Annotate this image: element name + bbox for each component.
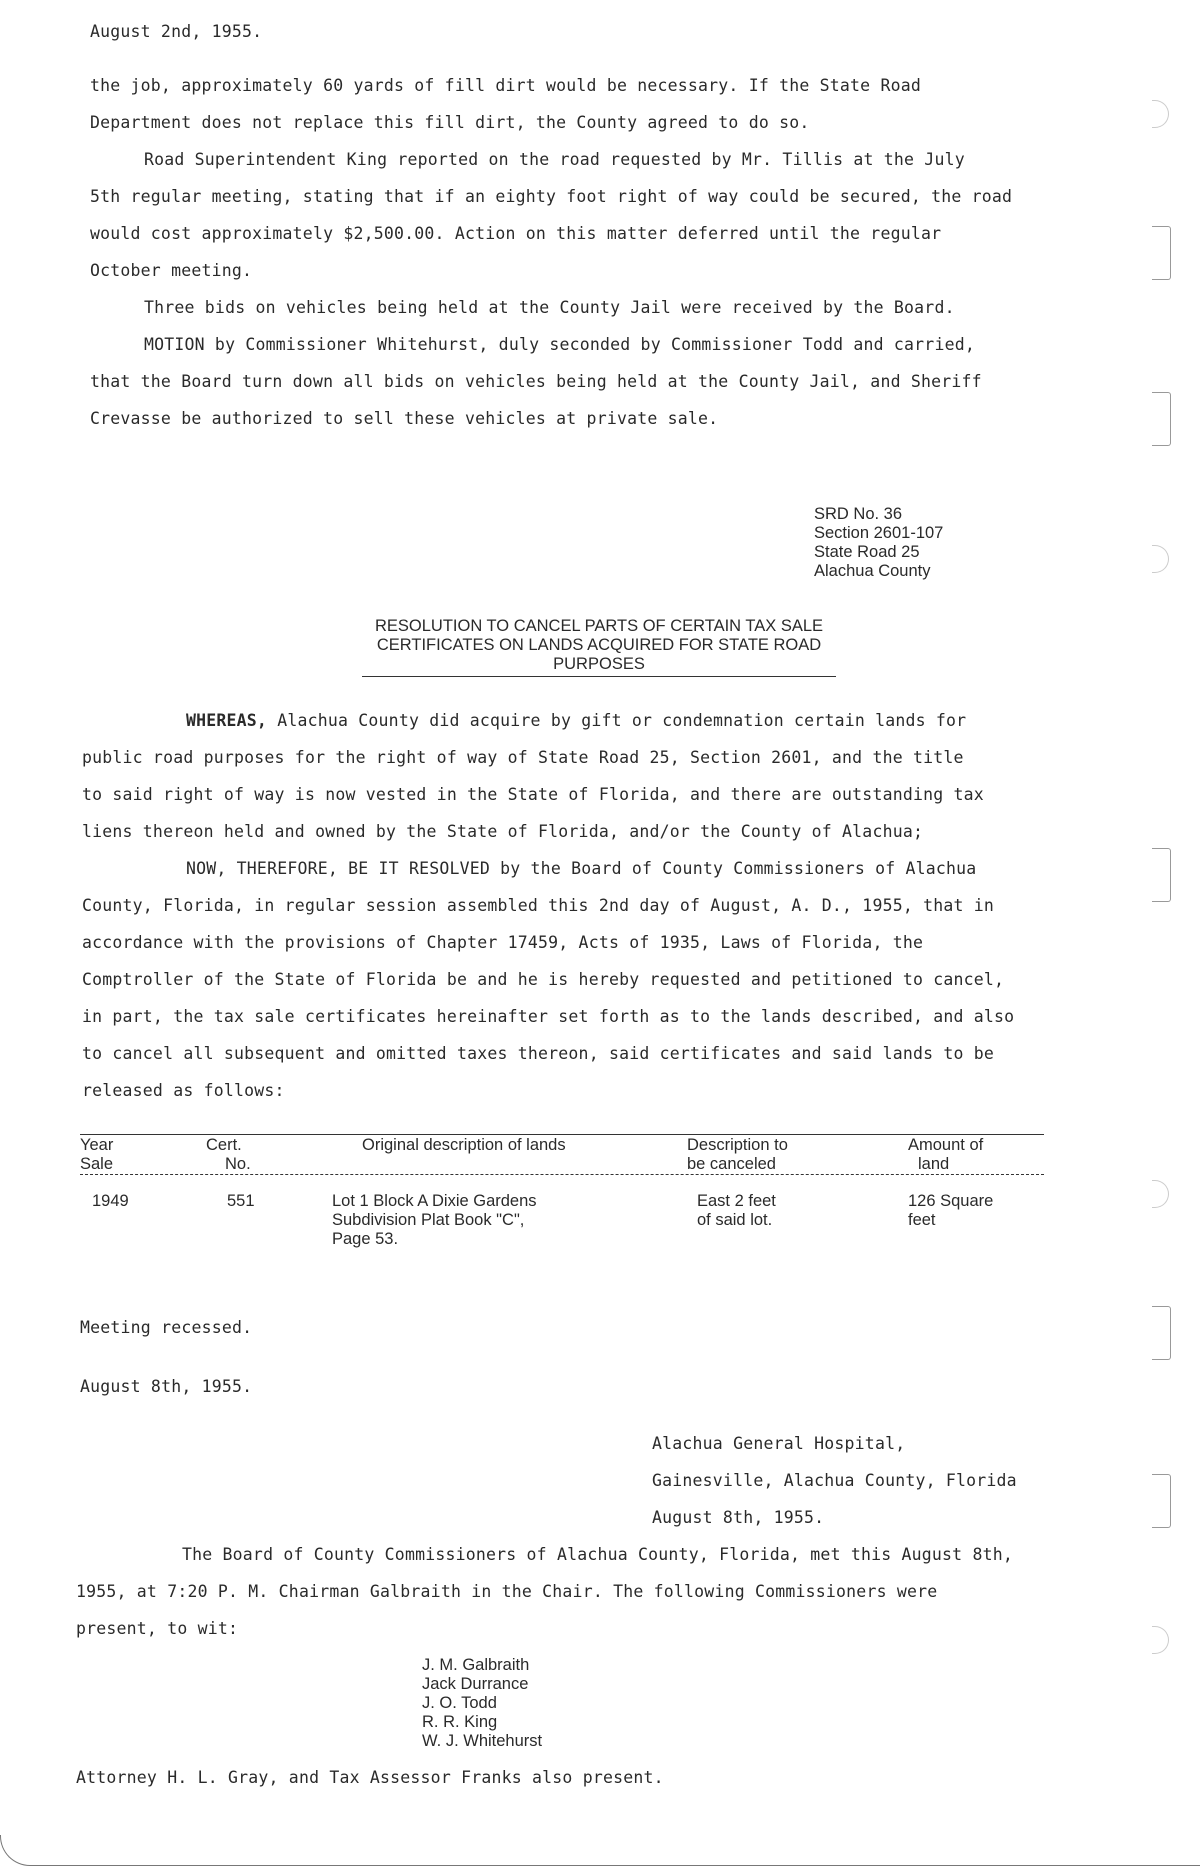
header-land: land <box>918 1155 950 1173</box>
header-cert-no: No. <box>225 1155 251 1173</box>
header-amount: Amount of <box>908 1136 984 1154</box>
cell-amount: 126 Square <box>908 1192 994 1210</box>
text-line: present, to wit: <box>76 1619 239 1638</box>
location-line: August 8th, 1955. <box>652 1508 825 1527</box>
header-cert: Cert. <box>206 1136 242 1154</box>
recessed-note: Meeting recessed. <box>80 1318 253 1337</box>
commissioner-name: J. O. Todd <box>422 1694 497 1712</box>
text-line: that the Board turn down all bids on vehicles being held at the County Jail, and Sheriff <box>90 372 982 391</box>
text-line: NOW, THEREFORE, BE IT RESOLVED by the Board of County Commissioners of Alachua <box>186 859 977 878</box>
text-line: Road Superintendent King reported on the road requested by Mr. Tillis at the July <box>144 150 965 169</box>
title-line: PURPOSES <box>553 655 645 673</box>
text-line: to cancel all subsequent and omitted taxes thereon, said certificates and said lands to be <box>82 1044 995 1063</box>
text-line: Three bids on vehicles being held at the County Jail were received by the Board. <box>144 298 955 317</box>
margin-clip-mark <box>1152 848 1171 902</box>
location-line: Alachua General Hospital, <box>652 1434 906 1453</box>
text-line: MOTION by Commissioner Whitehurst, duly seconded by Commissioner Todd and carried, <box>144 335 975 354</box>
reference-line: Section 2601-107 <box>814 524 944 542</box>
text-line: 5th regular meeting, stating that if an eighty foot right of way could be secured, the road <box>90 187 1013 206</box>
cell-original: Page 53. <box>332 1230 399 1248</box>
title-line: RESOLUTION TO CANCEL PARTS OF CERTAIN TAX SALE <box>374 617 824 635</box>
page-bottom-edge <box>0 1835 1200 1866</box>
margin-hole-mark <box>1152 100 1169 128</box>
table-top-rule <box>80 1134 1044 1135</box>
margin-clip-mark <box>1152 226 1171 280</box>
reference-line: State Road 25 <box>814 543 920 561</box>
header-year: Year <box>80 1136 114 1154</box>
margin-hole-mark <box>1152 1626 1169 1654</box>
text-line: The Board of County Commissioners of Alachua County, Florida, met this August 8th, <box>182 1545 1013 1564</box>
text-line: released as follows: <box>82 1081 285 1100</box>
header-canceled: be canceled <box>687 1155 776 1173</box>
margin-hole-mark <box>1152 545 1169 573</box>
text-line: liens thereon held and owned by the State of Florida, and/or the County of Alachua; <box>82 822 924 841</box>
header-original: Original description of lands <box>362 1136 566 1154</box>
text-line: Crevasse be authorized to sell these vehicles at private sale. <box>90 409 719 428</box>
text-line: October meeting. <box>90 261 253 280</box>
text-line: Department does not replace this fill dirt, the County agreed to do so. <box>90 113 810 132</box>
margin-clip-mark <box>1152 1474 1171 1528</box>
margin-hole-mark <box>1152 1180 1169 1208</box>
text-line: Comptroller of the State of Florida be and he is hereby requested and petitioned to cancel, <box>82 970 1005 989</box>
commissioner-name: Jack Durrance <box>422 1675 529 1693</box>
table-header-rule <box>80 1174 1044 1175</box>
margin-clip-mark <box>1152 1306 1171 1360</box>
whereas-first-line: Alachua County did acquire by gift or condemnation certain lands for <box>267 711 967 730</box>
title-line: CERTIFICATES ON LANDS ACQUIRED FOR STATE ROAD <box>376 636 822 654</box>
location-line: Gainesville, Alachua County, Florida <box>652 1471 1017 1490</box>
text-line: would cost approximately $2,500.00. Action on this matter deferred until the regular <box>90 224 942 243</box>
text-line: the job, approximately 60 yards of fill dirt would be necessary. If the State Road <box>90 76 921 95</box>
header-description: Description to <box>687 1136 788 1154</box>
cell-original: Lot 1 Block A Dixie Gardens <box>332 1192 537 1210</box>
commissioner-name: J. M. Galbraith <box>422 1656 530 1674</box>
margin-clip-mark <box>1152 392 1171 446</box>
cell-description: East 2 feet <box>697 1192 776 1210</box>
whereas-label: WHEREAS, <box>186 711 268 730</box>
title-underline <box>362 676 836 677</box>
cell-description: of said lot. <box>697 1211 773 1229</box>
cell-original: Subdivision Plat Book "C", <box>332 1211 525 1229</box>
cell-cert: 551 <box>227 1192 255 1210</box>
text-line: to said right of way is now vested in the State of Florida, and there are outstanding tax <box>82 785 984 804</box>
commissioner-name: R. R. King <box>422 1713 498 1731</box>
text-line <box>186 711 966 730</box>
text-line: accordance with the provisions of Chapter 17459, Acts of 1935, Laws of Florida, the <box>82 933 924 952</box>
header-sale: Sale <box>80 1155 114 1173</box>
commissioner-name: W. J. Whitehurst <box>422 1732 543 1750</box>
text-line: 1955, at 7:20 P. M. Chairman Galbraith in the Chair. The following Commissioners were <box>76 1582 938 1601</box>
text-line: in part, the tax sale certificates hereinafter set forth as to the lands described, and also <box>82 1007 1015 1026</box>
reference-line: Alachua County <box>814 562 931 580</box>
attorney-line: Attorney H. L. Gray, and Tax Assessor Franks also present. <box>76 1768 664 1787</box>
text-line: public road purposes for the right of way of State Road 25, Section 2601, and the title <box>82 748 964 767</box>
page-date-header: August 2nd, 1955. <box>90 22 263 41</box>
second-date: August 8th, 1955. <box>80 1377 253 1396</box>
cell-amount: feet <box>908 1211 936 1229</box>
text-line: County, Florida, in regular session assembled this 2nd day of August, A. D., 1955, that in <box>82 896 995 915</box>
reference-line: SRD No. 36 <box>814 505 903 523</box>
cell-year: 1949 <box>92 1192 129 1210</box>
